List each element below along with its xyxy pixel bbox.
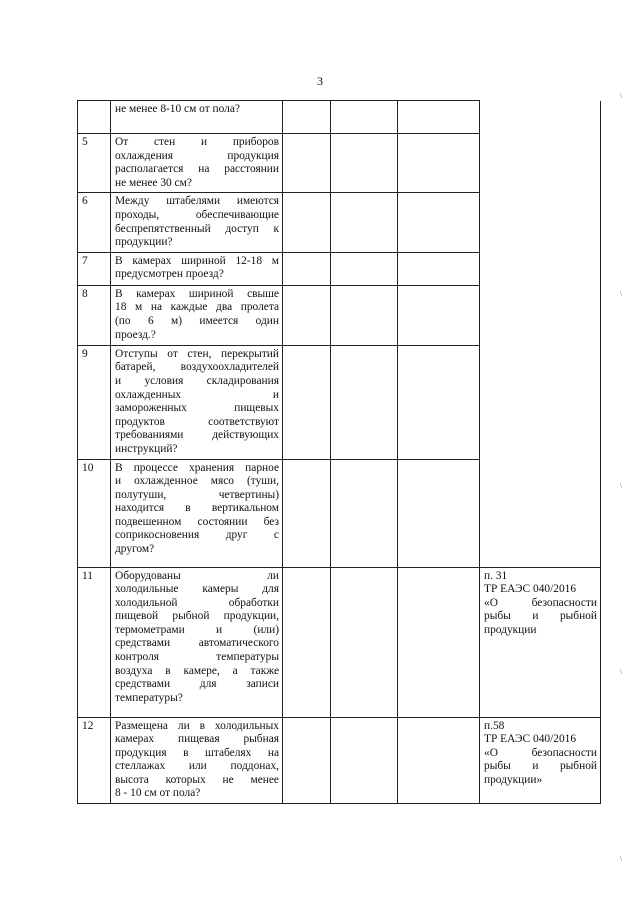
table-row <box>78 345 601 459</box>
reference-line: «О безопасности <box>484 746 597 759</box>
question-line: и охлажденное мясо (туши, <box>115 475 279 488</box>
answer-no-cell <box>331 134 398 193</box>
answer-yes-cell <box>283 252 331 285</box>
question-line: располагается на расстоянии <box>115 163 279 176</box>
row-number: 8 <box>78 285 111 345</box>
answer-no-cell <box>331 717 398 804</box>
scan-mark: \ <box>620 855 622 863</box>
question-line: Оборудованы ли <box>115 569 279 582</box>
reference-line: ТР ЕАЭС 040/2016 <box>484 583 577 596</box>
reference-cell <box>480 567 601 717</box>
question-cell <box>111 285 283 345</box>
page-number: 3 <box>317 74 323 88</box>
reference-line: рыбы и рыбной <box>484 610 597 623</box>
scan-mark: \ <box>620 290 622 298</box>
row-number: 5 <box>78 134 111 193</box>
question-cell <box>111 252 283 285</box>
question-line: полутуши, четвертины) <box>115 488 279 501</box>
row-number <box>78 101 111 134</box>
question-line: 18 м на каждые два пролета <box>115 301 279 314</box>
table-row <box>78 285 601 345</box>
answer-no-cell <box>331 345 398 459</box>
answer-na-cell <box>398 285 480 345</box>
answer-no-cell <box>331 285 398 345</box>
table-row <box>78 134 601 193</box>
scan-mark: \ <box>620 668 622 676</box>
question-cell <box>111 345 283 459</box>
question-line: температуры? <box>115 691 183 704</box>
row-number: 9 <box>78 345 111 459</box>
reference-cell <box>480 252 601 285</box>
question-line: холодильные камеры для <box>115 583 279 596</box>
checklist-body <box>78 101 601 804</box>
question-cell <box>111 101 283 134</box>
question-line: продуктов соответствуют <box>115 415 279 428</box>
answer-no-cell <box>331 101 398 134</box>
reference-cell <box>480 101 601 134</box>
question-line: проходы, обеспечивающие <box>115 208 279 221</box>
question-line: инструкций? <box>115 442 178 455</box>
reference-line: продукции» <box>484 773 543 786</box>
reference-cell <box>480 345 601 459</box>
answer-na-cell <box>398 134 480 193</box>
row-number: 7 <box>78 252 111 285</box>
reference-line: п.58 <box>484 719 505 732</box>
answer-no-cell <box>331 459 398 567</box>
row-number: 12 <box>78 717 111 804</box>
question-line: охлажденных и <box>115 388 279 401</box>
table-row <box>78 193 601 252</box>
question-cell <box>111 717 283 804</box>
table-row <box>78 717 601 804</box>
question-line: замороженных пищевых <box>115 402 279 415</box>
question-line: камерах пищевая рыбная <box>115 733 279 746</box>
question-line: воздуха в камере, а также <box>115 664 279 677</box>
question-line: проезд.? <box>115 328 156 341</box>
question-line: находится в вертикальном <box>115 502 279 515</box>
answer-na-cell <box>398 717 480 804</box>
row-number: 10 <box>78 459 111 567</box>
question-line: пищевой рыбной продукции, <box>115 610 279 623</box>
question-line: От стен и приборов <box>115 136 279 148</box>
question-line: охлаждения продукция <box>115 149 279 162</box>
reference-line: «О безопасности <box>484 596 597 609</box>
question-line: не менее 8-10 см от пола? <box>115 103 240 115</box>
reference-cell <box>480 193 601 252</box>
question-line: Отступы от стен, перекрытий <box>115 347 279 360</box>
answer-yes-cell <box>283 285 331 345</box>
question-line: продукции? <box>115 236 173 249</box>
answer-na-cell <box>398 193 480 252</box>
reference-cell <box>480 717 601 804</box>
question-line: Между штабелями имеются <box>115 195 279 208</box>
reference-line: п. 31 <box>484 569 508 582</box>
reference-line: продукции <box>484 623 537 636</box>
reference-cell <box>480 134 601 193</box>
question-cell <box>111 567 283 717</box>
answer-yes-cell <box>283 567 331 717</box>
question-line: подвешенном состоянии без <box>115 515 279 528</box>
answer-yes-cell <box>283 134 331 193</box>
scan-mark: \ <box>620 92 622 100</box>
answer-yes-cell <box>283 717 331 804</box>
question-line: контроля температуры <box>115 651 279 664</box>
answer-na-cell <box>398 101 480 134</box>
question-line: требованиями действующих <box>115 429 279 442</box>
question-line: стеллажах или поддонах, <box>115 760 279 773</box>
question-line: и условия складирования <box>115 374 279 387</box>
answer-no-cell <box>331 567 398 717</box>
question-line: термометрами и (или) <box>115 623 279 636</box>
answer-yes-cell <box>283 459 331 567</box>
question-line: батарей, воздухоохладителей <box>115 361 279 374</box>
reference-cell <box>480 459 601 567</box>
answer-na-cell <box>398 252 480 285</box>
question-line: Размещена ли в холодильных <box>115 719 279 732</box>
question-cell <box>111 459 283 567</box>
question-line: высота которых не менее <box>115 773 279 786</box>
answer-no-cell <box>331 252 398 285</box>
question-cell <box>111 134 283 193</box>
answer-na-cell <box>398 345 480 459</box>
answer-yes-cell <box>283 345 331 459</box>
answer-na-cell <box>398 459 480 567</box>
row-number: 6 <box>78 193 111 252</box>
question-line: предусмотрен проезд? <box>115 268 224 281</box>
answer-yes-cell <box>283 101 331 134</box>
question-line: средствами автоматического <box>115 637 279 650</box>
row-number: 11 <box>78 567 111 717</box>
table-row <box>78 252 601 285</box>
question-line: средствами для записи <box>115 678 279 691</box>
answer-na-cell <box>398 567 480 717</box>
table-row <box>78 101 601 134</box>
question-line: продукция в штабелях на <box>115 746 279 759</box>
question-line: соприкосновения друг с <box>115 529 279 542</box>
table-row <box>78 459 601 567</box>
scan-mark: \ <box>620 482 622 490</box>
question-line: не менее 30 см? <box>115 176 192 189</box>
table-row <box>78 567 601 717</box>
question-line: холодильной обработки <box>115 596 279 609</box>
question-line: другом? <box>115 543 155 556</box>
question-line: (по 6 м) имеется один <box>115 314 279 327</box>
question-line: В камерах шириной 12-18 м <box>115 254 279 267</box>
question-line: беспрепятственный доступ к <box>115 222 279 235</box>
question-line: 8 - 10 см от пола? <box>115 787 201 800</box>
question-line: В камерах шириной свыше <box>115 287 279 300</box>
reference-cell <box>480 285 601 345</box>
question-cell <box>111 193 283 252</box>
reference-line: ТР ЕАЭС 040/2016 <box>484 733 577 746</box>
checklist-table <box>77 100 601 804</box>
answer-yes-cell <box>283 193 331 252</box>
reference-line: рыбы и рыбной <box>484 760 597 773</box>
question-line: В процессе хранения парное <box>115 461 279 474</box>
answer-no-cell <box>331 193 398 252</box>
